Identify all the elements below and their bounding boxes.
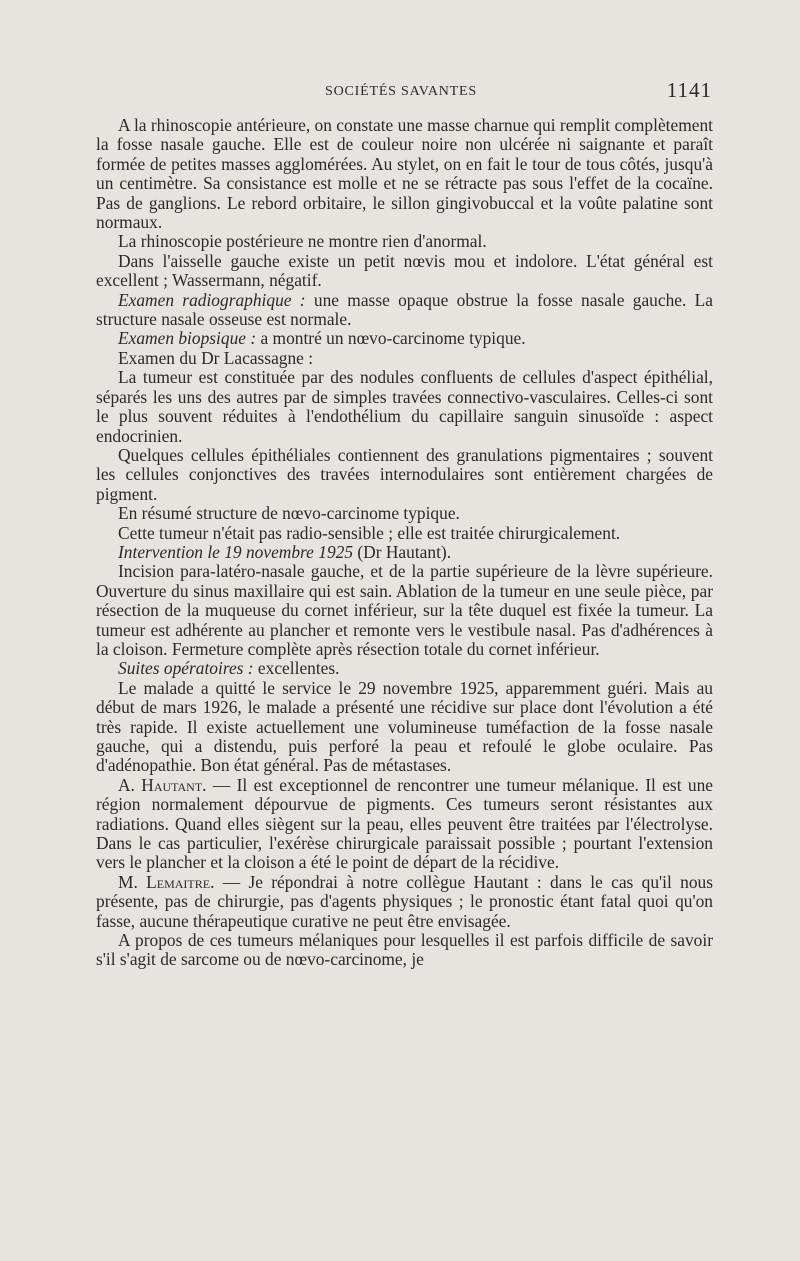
paragraph: A. Hautant. — Il est exceptionnel de rencontrer une tumeur mélanique. Il est une région normalement dépourvue de pigments. Ces tumeurs seront résistantes aux radiations. Quand elles siègent sur la peau, elles peuvent être traitées par l'électrolyse. Dans le cas particulier, l'exérèse chirurgicale paraissait possible ; pourtant l'extension vers le plancher et la cloison a été le point de départ de la récidive. [96, 774, 713, 873]
paragraph: A la rhinoscopie antérieure, on constate une masse charnue qui remplit complètement la fosse nasale gauche. Elle est de couleur noire non ulcérée ni saignante et paraît formée de petites masses agglomérées. Au stylet, on en fait le tour de tous côtés, jusqu'à un centimètre. Sa consistance est molle et ne se rétracte pas sous l'effet de la cocaïne. Pas de ganglions. Le rebord orbitaire, le sillon gingivobuccal et la voûte palatine sont normaux. [96, 115, 713, 233]
paragraph: Intervention le 19 novembre 1925 (Dr Hautant). [118, 541, 452, 562]
paragraph: M. Lemaitre. — Je répondrai à notre collègue Hautant : dans le cas qu'il nous présente, pas de chirurgie, pas d'agents physiques ; le pronostic étant fatal quoi qu'on fasse, aucune thérapeutique curative ne peut être envisagée. [96, 871, 713, 931]
paragraph: La rhinoscopie postérieure ne montre rien d'anormal. [118, 231, 487, 252]
paragraph: Cette tumeur n'était pas radio-sensible ; elle est traitée chirurgicalement. [118, 522, 621, 543]
paragraph: Quelques cellules épithéliales contiennent des granulations pigmentaires ; souvent les cellules conjonctives des travées internodulaires sont entièrement chargées de pigment. [96, 444, 713, 504]
page-number: 1141 [666, 78, 712, 102]
paragraph: Examen du Dr Lacassagne : [118, 347, 314, 368]
paragraph-lead: Intervention le 19 novembre 1925 [118, 541, 354, 562]
paragraph: Examen radiographique : une masse opaque obstrue la fosse nasale gauche. La structure nasale osseuse est normale. [96, 289, 713, 330]
paragraph-lead: Suites opératoires : [118, 658, 254, 679]
paragraph: En résumé structure de nœvo-carcinome typique. [118, 503, 460, 524]
paragraph: La tumeur est constituée par des nodules confluents de cellules d'aspect épithélial, séparés les uns des autres par de simples travées connectivo-vasculaires. Celles-ci sont le plus souvent réduites à l'endothélium du capillaire sanguin sinusoïde : aspect endocrinien. [96, 367, 713, 446]
speaker-name: A. Hautant. [118, 774, 207, 795]
paragraph-lead: Examen radiographique : [118, 289, 306, 310]
paragraph-lead: Examen biopsique : [118, 328, 257, 349]
speaker-name: M. Lemaitre. [118, 871, 215, 892]
paragraph: Le malade a quitté le service le 29 novembre 1925, apparemment guéri. Mais au début de mars 1926, le malade a présenté une récidive sur place dont l'évolution a été très rapide. Il existe actuellement une volumineuse tuméfaction de la fosse nasale gauche, qui a distendu, puis perforé la peau et refoulé le globe oculaire. Pas d'adénopathie. Bon état général. Pas de métastases. [96, 677, 713, 776]
paragraph: Dans l'aisselle gauche existe un petit nœvis mou et indolore. L'état général est excellent ; Wassermann, négatif. [96, 250, 713, 291]
page-header [90, 78, 712, 104]
running-head: SOCIÉTÉS SAVANTES [325, 84, 477, 99]
paragraph: A propos de ces tumeurs mélaniques pour lesquelles il est parfois difficile de savoir s'il s'agit de sarcome ou de nœvo-carcinome, je [96, 930, 713, 970]
article-body [96, 116, 713, 970]
paragraph: Suites opératoires : excellentes. [118, 658, 340, 679]
paragraph: Incision para-latéro-nasale gauche, et de la partie supérieure de la lèvre supérieure. Ouverture du sinus maxillaire qui est sain. Ablation de la tumeur en une seule pièce, par résection de la muqueuse du cornet inférieur, sur la tête duquel est fixée la tumeur. La tumeur est adhérente au plancher et remonte vers le vestibule nasal. Pas d'adhérences à la cloison. Fermeture complète après résection totale du cornet inférieur. [96, 561, 713, 659]
paragraph: Examen biopsique : a montré un nœvo-carcinome typique. [118, 328, 526, 349]
